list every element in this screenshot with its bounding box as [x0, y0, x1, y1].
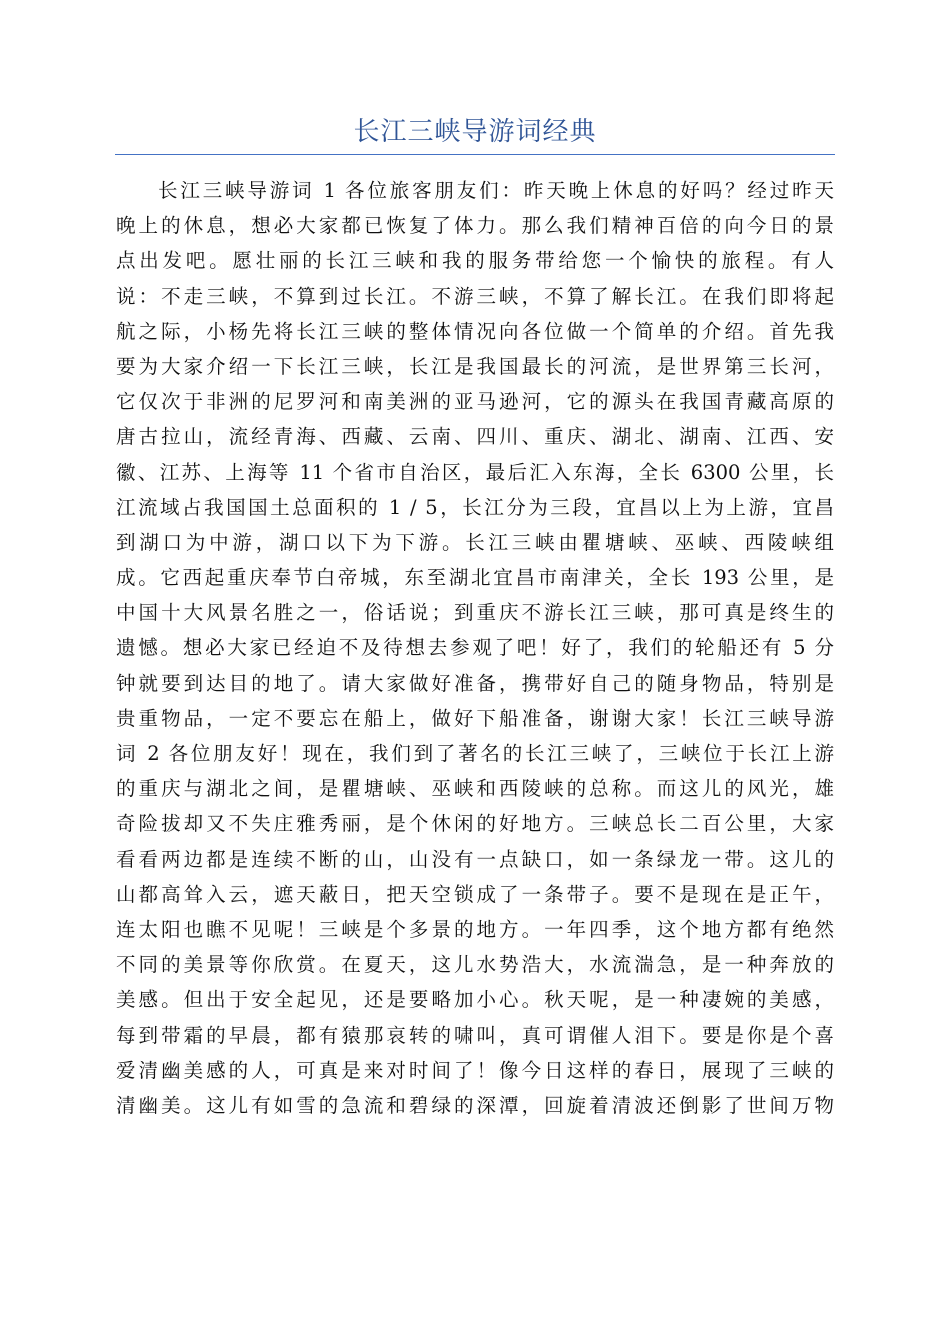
body-line: 遗憾。想必大家已经迫不及待想去参观了吧！好了，我们的轮船还有 5 分	[116, 636, 834, 660]
body-line: 说：不走三峡，不算到过长江。不游三峡，不算了解长江。在我们即将起	[116, 284, 834, 308]
body-line: 点出发吧。愿壮丽的长江三峡和我的服务带给您一个愉快的旅程。有人	[116, 249, 834, 273]
body-line: 要为大家介绍一下长江三峡，长江是我国最长的河流，是世界第三长河，	[116, 354, 834, 378]
body-line: 晚上的休息，想必大家都已恢复了体力。那么我们精神百倍的向今日的景	[116, 214, 834, 238]
body-line: 美感。但出于安全起见，还是要略加小心。秋天呢，是一种凄婉的美感，	[116, 988, 834, 1012]
body-line: 长江三峡导游词 1 各位旅客朋友们：昨天晚上休息的好吗？经过昨天	[158, 179, 834, 202]
document-title: 长江三峡导游词经典	[353, 117, 597, 147]
body-line: 钟就要到达目的地了。请大家做好准备，携带好自己的随身物品，特别是	[116, 671, 834, 695]
body-line: 它仅次于非洲的尼罗河和南美洲的亚马逊河，它的源头在我国青藏高原的	[116, 390, 834, 414]
body-line: 徽、江苏、上海等 11 个省市自治区，最后汇入东海，全长 6300 公里，长	[116, 460, 834, 484]
body-line: 贵重物品，一定不要忘在船上，做好下船准备，谢谢大家！长江三峡导游	[116, 706, 834, 730]
body-line: 江流域占我国国土总面积的 1 / 5，长江分为三段，宜昌以上为上游，宜昌	[116, 495, 834, 519]
body-line: 到湖口为中游，湖口以下为下游。长江三峡由瞿塘峡、巫峡、西陵峡组	[116, 530, 834, 554]
body-line: 每到带霜的早晨，都有猿那哀转的啸叫，真可谓催人泪下。要是你是个喜	[116, 1023, 834, 1047]
body-line: 唐古拉山，流经青海、西藏、云南、四川、重庆、湖北、湖南、江西、安	[116, 425, 834, 449]
body-line: 看看两边都是连续不断的山，山没有一点缺口，如一条绿龙一带。这儿的	[116, 847, 834, 871]
body-line: 山都高耸入云，遮天蔽日，把天空锁成了一条带子。要不是现在是正午，	[116, 882, 834, 906]
body-line: 奇险拔却又不失庄雅秀丽，是个休闲的好地方。三峡总长二百公里，大家	[116, 812, 834, 836]
title-underline	[115, 154, 835, 155]
body-line: 的重庆与湖北之间，是瞿塘峡、巫峡和西陵峡的总称。而这儿的风光，雄	[116, 777, 834, 801]
document-body	[116, 173, 834, 1123]
body-line: 连太阳也瞧不见呢！三峡是个多景的地方。一年四季，这个地方都有绝然	[116, 917, 834, 941]
body-line: 成。它西起重庆奉节白帝城，东至湖北宜昌市南津关，全长 193 公里，是	[116, 566, 834, 590]
body-line: 清幽美。这儿有如雪的急流和碧绿的深潭，回旋着清波还倒影了世间万物	[116, 1093, 834, 1117]
body-line: 不同的美景等你欣赏。在夏天，这儿水势浩大，水流湍急，是一种奔放的	[116, 953, 834, 977]
body-line: 词 2 各位朋友好！现在，我们到了著名的长江三峡了，三峡位于长江上游	[116, 742, 834, 765]
body-line: 中国十大风景名胜之一，俗话说；到重庆不游长江三峡，那可真是终生的	[116, 601, 834, 625]
body-line: 爱清幽美感的人，可真是来对时间了！像今日这样的春日，展现了三峡的	[116, 1058, 834, 1082]
body-line: 航之际，小杨先将长江三峡的整体情况向各位做一个简单的介绍。首先我	[116, 319, 834, 343]
